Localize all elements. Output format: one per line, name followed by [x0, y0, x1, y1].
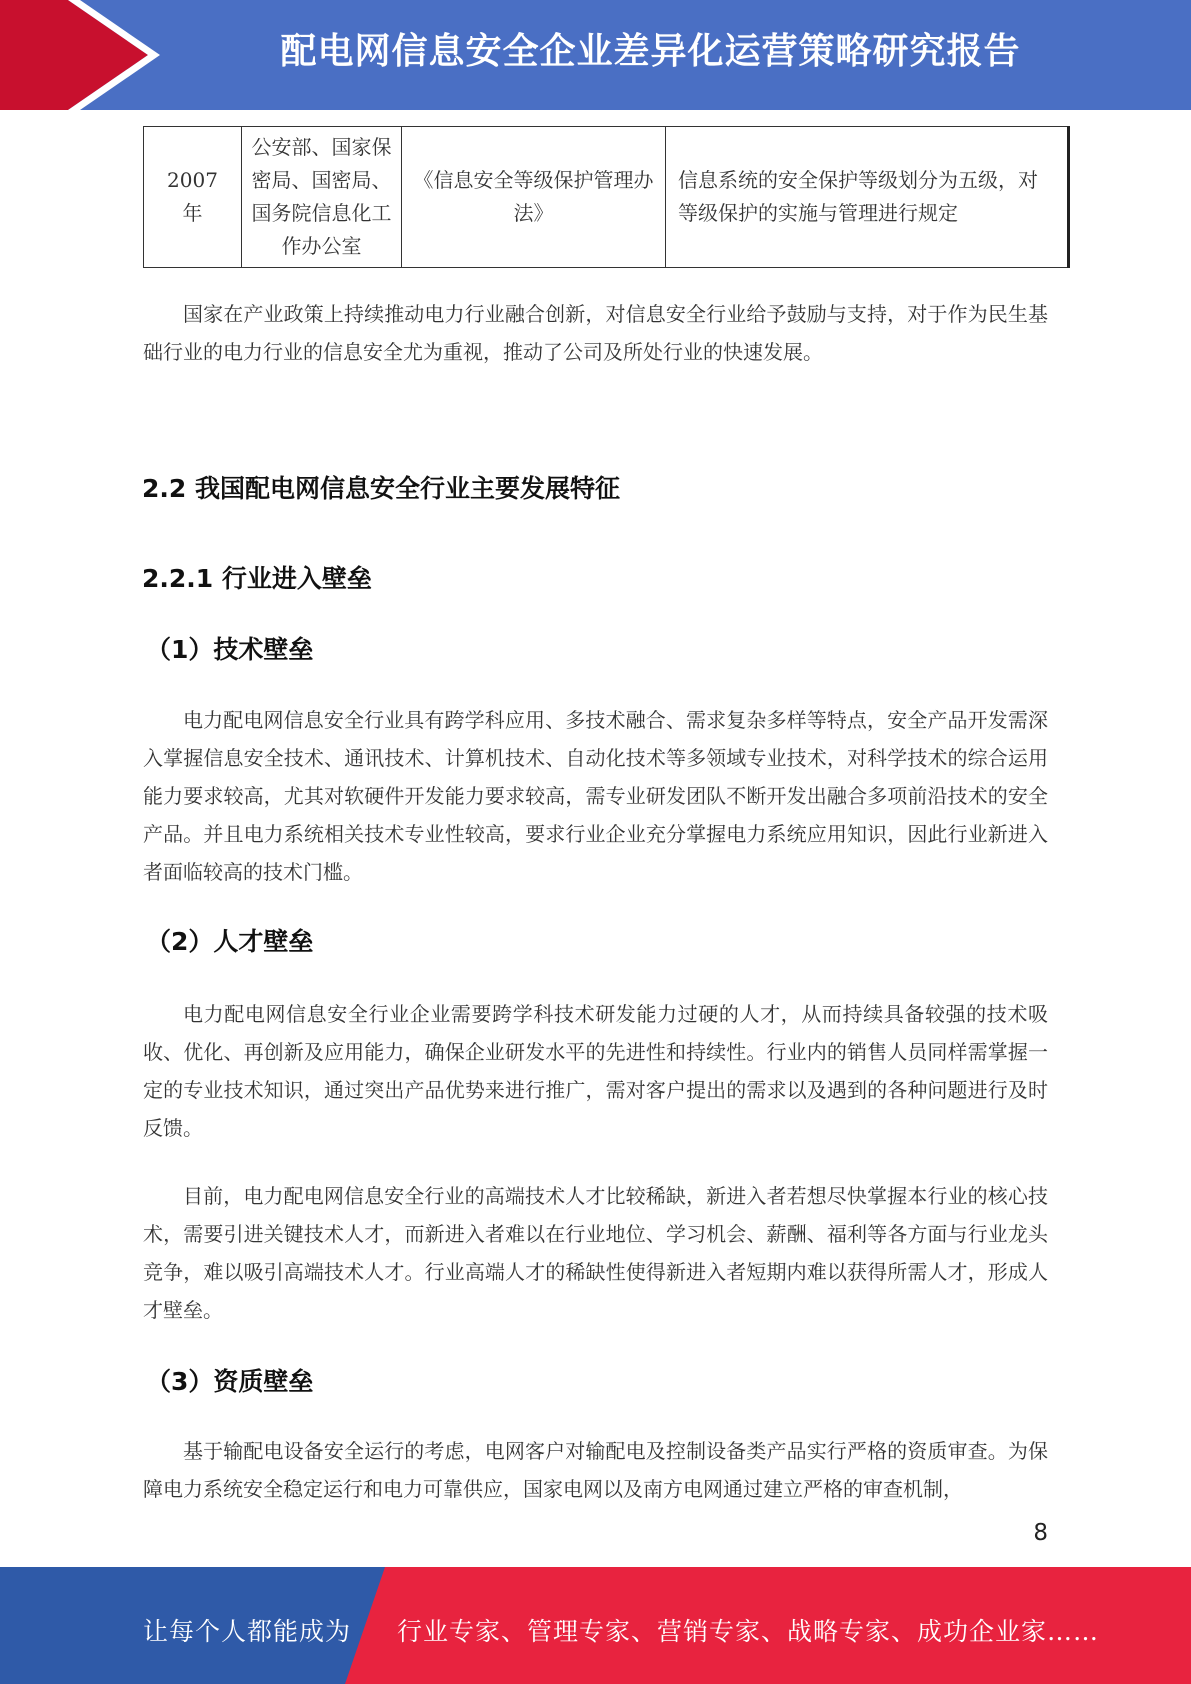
- table-row: [144, 127, 1069, 268]
- section-heading-2-2-1: 2.2.1 行业进入壁垒: [142, 564, 372, 593]
- table-cell-description: 信息系统的安全保护等级划分为五级，对等级保护的实施与管理进行规定: [666, 127, 1069, 268]
- footer-slogan-right: 行业专家、管理专家、营销专家、战略专家、成功企业家……: [397, 1617, 1100, 1646]
- heading-talent-barrier: （2）人才壁垒: [146, 927, 314, 956]
- header-banner: [0, 0, 1191, 110]
- intro-paragraph: 国家在产业政策上持续推动电力行业融合创新，对信息安全行业给予鼓励与支持，对于作为民生基础行业的电力行业的信息安全尤为重视，推动了公司及所处行业的快速发展。: [143, 302, 1048, 364]
- talent-barrier-paragraph-2: 目前，电力配电网信息安全行业的高端技术人才比较稀缺，新进入者若想尽快掌握本行业的核心技术，需要引进关键技术人才，而新进入者难以在行业地位、学习机会、薪酬、福利等各方面与行业龙头竞争，难以吸引高端技术人才。行业高端人才的稀缺性使得新进入者短期内难以获得所需人才，形成人才壁垒。: [143, 1184, 1048, 1322]
- header-red-chevron: [0, 0, 148, 110]
- policy-table: [143, 126, 1070, 268]
- footer-slogan-left: 让每个人都能成为: [143, 1617, 352, 1646]
- header-chevron-graphic: [0, 0, 170, 110]
- talent-barrier-paragraph-1: 电力配电网信息安全行业企业需要跨学科技术研发能力过硬的人才，从而持续具备较强的技术吸收、优化、再创新及应用能力，确保企业研发水平的先进性和持续性。行业内的销售人员同样需掌握一定的专业技术知识，通过突出产品优势来进行推广，需对客户提出的需求以及遇到的各种问题进行及时反馈。: [143, 1002, 1048, 1140]
- table-cell-year: 2007 年: [144, 127, 242, 268]
- table-cell-org: 公安部、国家保密局、国密局、国务院信息化工作办公室: [242, 127, 402, 268]
- page-number: 8: [1033, 1520, 1048, 1546]
- heading-tech-barrier: （1）技术壁垒: [146, 635, 314, 664]
- qualification-barrier-paragraph: 基于输配电设备安全运行的考虑，电网客户对输配电及控制设备类产品实行严格的资质审查。为保障电力系统安全稳定运行和电力可靠供应，国家电网以及南方电网通过建立严格的审查机制，: [143, 1439, 1048, 1501]
- section-heading-2-2: 2.2 我国配电网信息安全行业主要发展特征: [142, 474, 620, 503]
- heading-qualification-barrier: （3）资质壁垒: [146, 1367, 314, 1396]
- report-title: 配电网信息安全企业差异化运营策略研究报告: [280, 31, 1021, 72]
- tech-barrier-paragraph: 电力配电网信息安全行业具有跨学科应用、多技术融合、需求复杂多样等特点，安全产品开发需深入掌握信息安全技术、通讯技术、计算机技术、自动化技术等多领域专业技术，对科学技术的综合运用能力要求较高，尤其对软硬件开发能力要求较高，需专业研发团队不断开发出融合多项前沿技术的安全产品。并且电力系统相关技术专业性较高，要求行业企业充分掌握电力系统应用知识，因此行业新进入者面临较高的技术门槛。: [143, 708, 1048, 884]
- table-cell-regulation: 《信息安全等级保护管理办法》: [402, 127, 666, 268]
